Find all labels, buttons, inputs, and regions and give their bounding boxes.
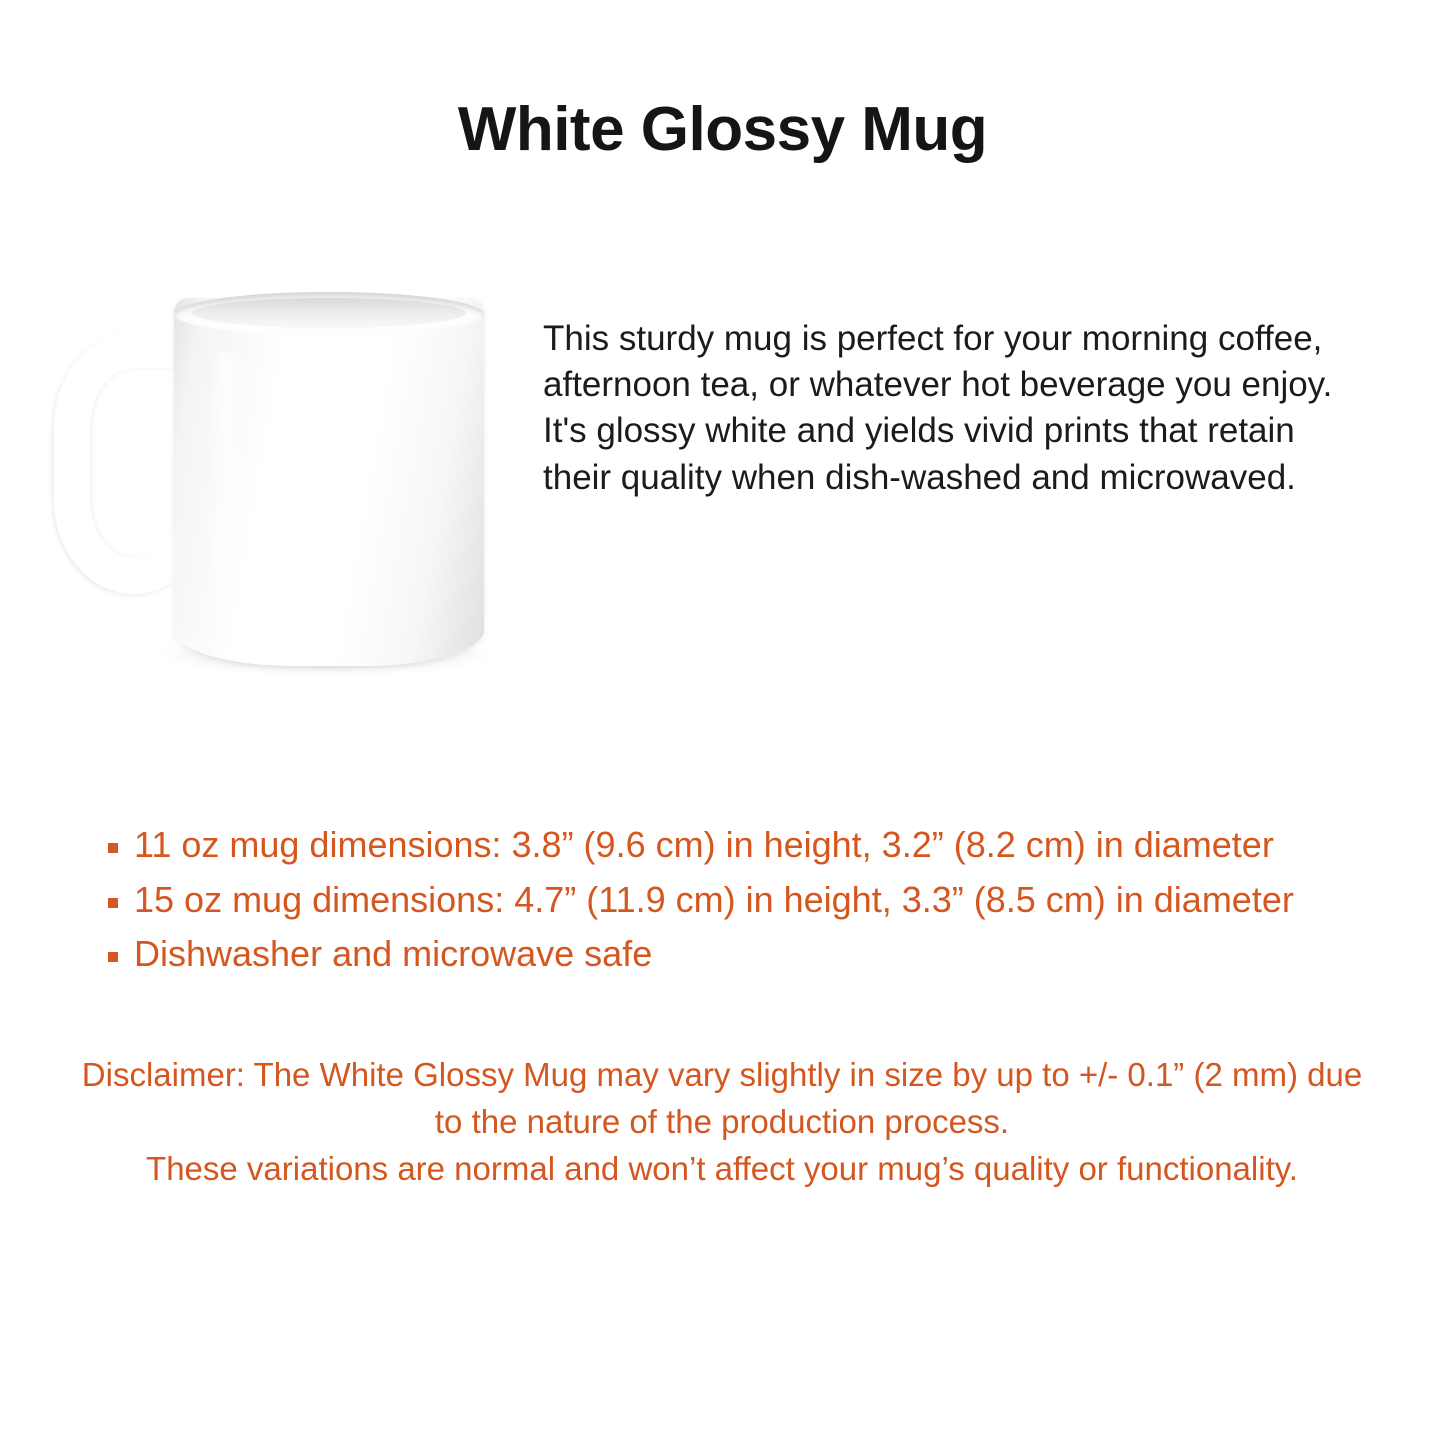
product-image <box>22 262 528 722</box>
mug-highlight <box>208 352 242 602</box>
page-title: White Glossy Mug <box>457 95 988 164</box>
list-item: 15 oz mug dimensions: 4.7” (11.9 cm) in height, 3.3” (8.5 cm) in diameter <box>104 873 1364 928</box>
disclaimer-paragraph: Disclaimer: The White Glossy Mug may vary slightly in size by up to +/- 0.1” (2 mm) due to the nature of the production process. <box>81 1056 1363 1140</box>
product-description: This sturdy mug is perfect for your morning coffee, afternoon tea, or whatever hot beverage you enjoy. It's glossy white and yields vivid prints that retain their quality when dish-washed and microwaved. <box>543 319 1333 497</box>
disclaimer-note: These variations are normal and won’t affect your mug’s quality or functionality. <box>146 1149 1298 1187</box>
feature-list <box>104 818 1364 982</box>
list-item: Dishwasher and microwave safe <box>104 927 1364 982</box>
mug-rim-inner <box>192 298 466 328</box>
disclaimer-block <box>72 1052 1372 1193</box>
list-item: 11 oz mug dimensions: 3.8” (9.6 cm) in height, 3.2” (8.2 cm) in diameter <box>104 818 1364 873</box>
